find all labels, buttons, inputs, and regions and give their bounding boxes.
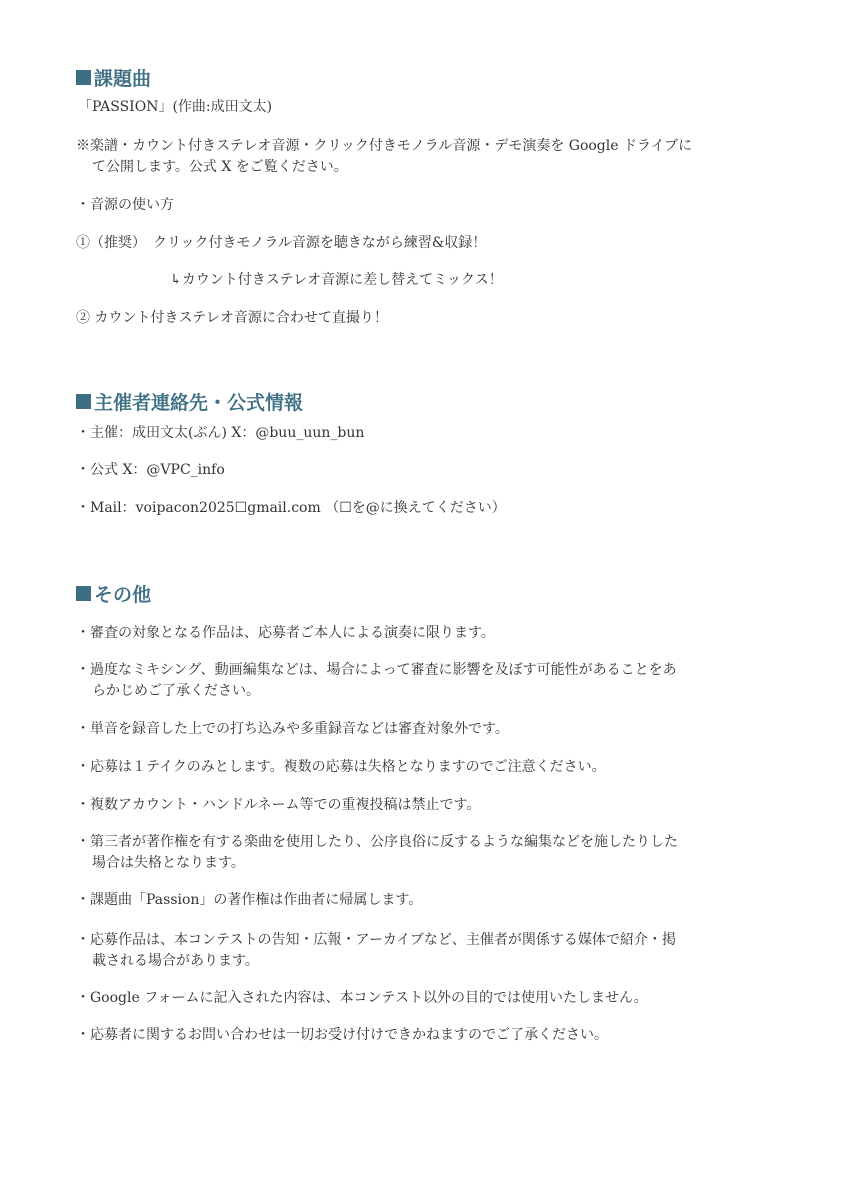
other-item-2: ・過度なミキシング、動画編集などは、場合によって審査に影響を及ぼす可能性があることをあ	[76, 662, 677, 678]
other-item-5: ・複数アカウント・ハンドルネーム等での重複投稿は禁止です。	[76, 797, 481, 813]
usage-item-1b: ↳カウント付きステレオ音源に差し替えてミックス！	[170, 272, 503, 288]
other-item-2-cont: らかじめご了承ください。	[92, 683, 260, 699]
square-bullet-icon	[76, 70, 91, 85]
heading-text: その他	[94, 584, 152, 606]
contact-mail: ・Mail：voipacon2025☐gmail.com （☐を@に換えてください）	[76, 500, 506, 516]
heading-text: 課題曲	[94, 68, 152, 90]
other-item-7: ・課題曲「Passion」の著作権は作曲者に帰属します。	[76, 892, 423, 908]
other-item-1: ・審査の対象となる作品は、応募者ご本人による演奏に限ります。	[76, 625, 495, 641]
song-line: 「PASSION」(作曲:成田文太)	[78, 99, 273, 115]
other-item-6: ・第三者が著作権を有する楽曲を使用したり、公序良俗に反するような編集などを施したりした	[76, 834, 678, 850]
other-item-6-cont: 場合は失格となります。	[92, 855, 245, 871]
other-item-3: ・単音を録音した上での打ち込みや多重録音などは審査対象外です。	[76, 721, 509, 737]
contact-official-x: ・公式 X：@VPC_info	[76, 462, 225, 478]
note-line-1: ※楽譜・カウント付きステレオ音源・クリック付きモノラル音源・デモ演奏を Google ドライブに	[76, 138, 693, 154]
section-heading-other	[76, 580, 151, 607]
heading-text: 主催者連絡先・公式情報	[94, 392, 304, 414]
square-bullet-icon	[76, 586, 91, 601]
contact-organizer: ・主催：成田文太(ぶん) X：@buu_uun_bun	[76, 425, 365, 441]
note-line-2: て公開します。公式 X をご覧ください。	[92, 159, 348, 175]
square-bullet-icon	[76, 394, 91, 409]
other-item-9: ・Google フォームに記入された内容は、本コンテスト以外の目的では使用いたしません。	[76, 990, 648, 1006]
usage-item-2: ② カウント付きステレオ音源に合わせて直撮り！	[76, 310, 388, 326]
other-item-4: ・応募は１テイクのみとします。複数の応募は失格となりますのでご注意ください。	[76, 759, 606, 775]
other-item-10: ・応募者に関するお問い合わせは一切お受け付けできかねますのでご了承ください。	[76, 1027, 608, 1043]
usage-title: ・音源の使い方	[76, 197, 174, 213]
other-item-8-cont: 載される場合があります。	[92, 953, 259, 969]
section-heading-contact	[76, 388, 303, 415]
usage-item-1: ①（推奨） クリック付きモノラル音源を聴きながら練習&収録！	[76, 235, 487, 251]
section-heading-theme	[76, 64, 151, 91]
other-item-8: ・応募作品は、本コンテストの告知・広報・アーカイブなど、主催者が関係する媒体で紹介・掲	[76, 932, 676, 948]
